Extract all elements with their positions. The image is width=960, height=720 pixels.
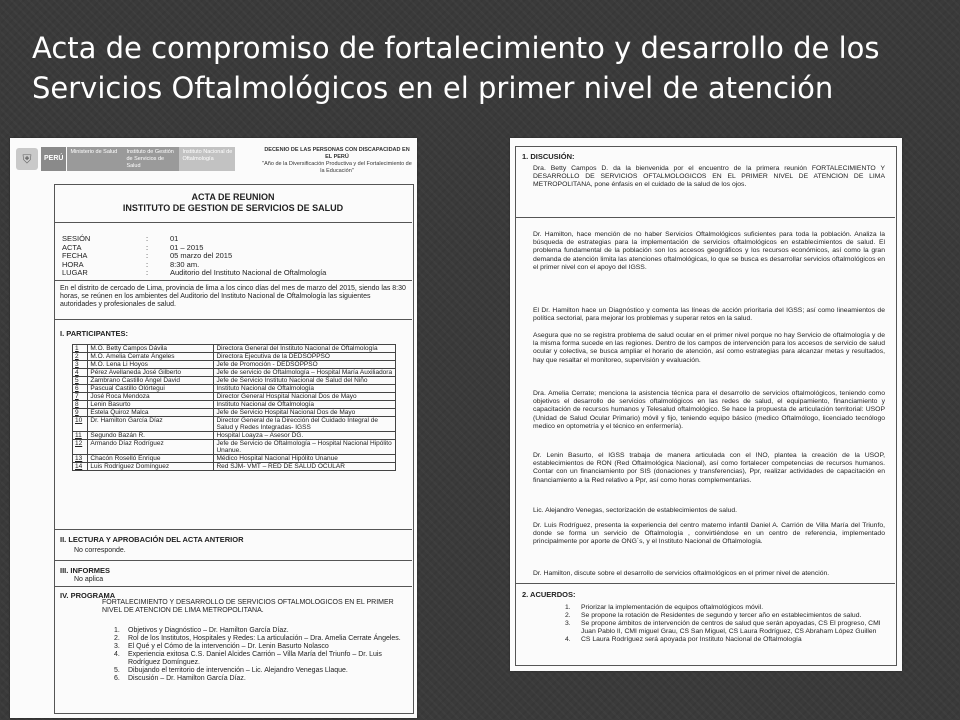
meta-value: 8:30 am. xyxy=(170,259,200,269)
participant-role: Médico Hospital Nacional Hipólito Unanue xyxy=(214,455,396,463)
participant-role: Director General Hospital Nacional Dos de Mayo xyxy=(214,393,396,401)
participant-name: Segundo Bazán R. xyxy=(88,432,214,440)
participant-number: 4 xyxy=(73,369,88,377)
participant-name: Pérez Avellaneda José Gilberto xyxy=(88,369,214,377)
meta-key: HORA xyxy=(62,259,84,269)
list-item xyxy=(565,620,887,636)
table-row xyxy=(73,353,396,361)
institute2-label: Instituto Nacional de Oftalmología xyxy=(179,147,235,171)
list-item xyxy=(114,675,404,683)
item-text: Priorizar la implementación de equipos oftalmológicos móvil. xyxy=(581,604,764,611)
discussion-paragraph: Asegura que no se registra problema de salud ocular en el primer nivel porque no hay Servicio de oftalmología y de la misma forma sucede en las regiones. Dentro de los campos de intervención para los accesos de servicio de salud ocular y colectiva, se busca ampliar el horario de atención, así como estrategias para alcanzar metas y resultados, hay que resaltar el monitoreo, supervisión y evaluación. xyxy=(533,332,885,364)
participant-role: Directora General del Instituto Nacional de Oftalmología xyxy=(214,345,396,353)
table-row xyxy=(73,432,396,440)
list-item xyxy=(114,667,404,675)
participant-number: 2 xyxy=(73,353,88,361)
participant-number: 6 xyxy=(73,385,88,393)
item-number: 4. xyxy=(114,651,120,658)
table-row xyxy=(73,463,396,471)
institute-label: Instituto de Gestión de Servicios de Salud xyxy=(123,147,179,171)
section-programa: IV. PROGRAMA xyxy=(60,591,116,600)
item-number: 5. xyxy=(114,667,120,674)
participant-role: Hospital Loayza – Asesor DG. xyxy=(214,432,396,440)
table-row xyxy=(73,361,396,369)
list-item xyxy=(565,604,887,612)
participant-number: 1 xyxy=(73,345,88,353)
meta-key: LUGAR xyxy=(62,268,88,278)
meta-value: 01 xyxy=(170,234,179,243)
divider xyxy=(54,586,412,587)
divider xyxy=(54,529,412,530)
meta-value: 05 marzo del 2015 xyxy=(170,251,233,261)
item-number: 1. xyxy=(114,627,120,634)
slide-title: Acta de compromiso de fortalecimiento y desarrollo de los Servicios Oftalmológicos en el primer nivel de atención xyxy=(32,31,880,105)
divider xyxy=(54,560,412,561)
program-description: FORTALECIMIENTO Y DESARROLLO DE SERVICIOS OFTALMOLOGICOS EN EL PRIMER NIVEL DE ATENCION DE LIMA METROPOLITANA. xyxy=(102,599,394,615)
meta-value: 01 – 2015 xyxy=(170,242,204,252)
divider xyxy=(515,583,895,584)
participant-role: Jefe de Servicio de Oftalmología – Hospital Nacional Hipólito Unanue. xyxy=(214,440,396,455)
participant-role: Directora Ejecutiva de la DEDSOPPSO xyxy=(214,353,396,361)
participant-number: 5 xyxy=(73,377,88,385)
participant-name: Lenin Basurto xyxy=(88,401,214,409)
item-number: 2. xyxy=(565,612,571,619)
country-label: PERÚ xyxy=(41,147,66,171)
table-row xyxy=(73,385,396,393)
discussion-paragraph: Dra. Betty Campos D. da la bienvenida por el encuentro de la primera reunión FORTALECIMIENTO Y DESARROLLO DE SERVICIOS OFTALMOLOGICOS EN EL PRIMER NIVEL DE ATENCION DE LIMA METROPOLITANA, pone énfasis en el cuidado de la salud de los ojos. xyxy=(533,165,885,189)
discussion-paragraph: Dr. Hamilton, hace mención de no haber Servicios Oftalmológicos suficientes para toda la población. Analiza la búsqueda de estrategias para la implementación de servicios oftalmológicos en establecimientos de salud. El problema fundamental de la población son los accesos geográficos y los recursos económicos, así como la gran demanda de atención limita las atenciones oftalmológicas, lo que se busca es desarrollar servicios oftalmológicos en el primer nivel con el apoyo del IGSS. xyxy=(533,231,885,271)
table-row xyxy=(73,369,396,377)
acta-page-left xyxy=(10,138,417,718)
item-number: 2. xyxy=(114,635,120,642)
meta-value: Auditorio del Instituto Nacional de Oftalmología xyxy=(170,268,327,278)
table-row xyxy=(73,440,396,455)
participant-number: 13 xyxy=(73,455,88,463)
item-number: 6. xyxy=(114,675,120,682)
meta-colon: : xyxy=(146,234,149,243)
list-item xyxy=(114,635,404,643)
participants-table xyxy=(72,344,396,471)
table-row xyxy=(73,401,396,409)
participant-number: 10 xyxy=(73,417,88,432)
list-item xyxy=(114,627,404,635)
item-number: 3. xyxy=(114,643,120,650)
informes-note: No aplica xyxy=(74,576,104,583)
participant-number: 8 xyxy=(73,401,88,409)
item-text: Experiencia exitosa C.S. Daniel Alcides Carrión – Villa María del Triunfo – Dr. Luis Rodríguez Domínguez. xyxy=(128,651,382,666)
divider xyxy=(54,222,412,223)
acta-title-line-1: ACTA DE REUNION xyxy=(191,192,275,202)
participant-role: Director General de la Dirección del Cuidado Integral de Salud y Redes Integradas- IGSS xyxy=(214,417,396,432)
acta-title xyxy=(54,192,412,214)
table-row xyxy=(73,345,396,353)
participant-name: Pascual Castillo Olórtegui xyxy=(88,385,214,393)
section-acuerdos: 2. ACUERDOS: xyxy=(522,590,576,599)
section-discusion: 1. DISCUSIÓN: xyxy=(522,152,575,161)
motto-line-1: DECENIO DE LAS PERSONAS CON DISCAPACIDAD EN EL PERÚ xyxy=(264,147,410,160)
program-list xyxy=(114,627,404,683)
discussion-paragraph: Dr. Luis Rodríguez, presenta la experiencia del centro materno infantil Daniel A. Carrión de Villa María del Triunfo, donde se forma un servicio de Oftalmología , convirtiéndose en un centro de referencia, implementado principalmente por aporte de ONG´s, y el Instituto Nacional de Oftalmología. xyxy=(533,522,885,546)
section-informes: III. INFORMES xyxy=(60,566,111,575)
participant-role: Jefe de Servicio Hospital Nacional Dos de Mayo xyxy=(214,409,396,417)
item-number: 3. xyxy=(565,620,571,627)
divider xyxy=(54,280,412,281)
participant-name: Dr. Hamilton García Díaz xyxy=(88,417,214,432)
participant-name: Chacón Roselló Enrique xyxy=(88,455,214,463)
meta-key: FECHA xyxy=(62,251,88,261)
motto-line-2: "Año de la Diversificación Productiva y del Fortalecimiento de la Educación" xyxy=(262,161,412,174)
item-text: Dibujando el territorio de intervención – Lic. Alejandro Venegas Llaque. xyxy=(128,667,348,674)
motto xyxy=(262,147,412,175)
meta-colon: : xyxy=(146,242,149,252)
participant-name: José Roca Mendoza xyxy=(88,393,214,401)
meta-row xyxy=(62,269,326,278)
participant-number: 7 xyxy=(73,393,88,401)
intro-paragraph: En el distrito de cercado de Lima, provincia de lima a los cinco días del mes de marzo del 2015, siendo las 8:30 horas, se reúnen en los ambientes del Auditorio del Instituto Nacional de Oftalmología las siguientes autoridades y profesionales de salud. xyxy=(60,285,406,309)
table-row xyxy=(73,455,396,463)
discussion-paragraph: Dr. Lenin Basurto, el IGSS trabaja de manera articulada con el INO, plantea la creación de la USOP, establecimientos de RON (Red Oftalmológica Nacional), así como fortalecer competencias de recursos humanos. Contar con un financiamiento por SIS (donaciones y transferencias), Ppr, realizar actividades de capacitación en financiamiento a la Red relativo a Ppr, así como horas complementarias. xyxy=(533,452,885,484)
participant-role: Jefe de servicio de Oftalmología – Hospital María Auxiliadora xyxy=(214,369,396,377)
meeting-meta xyxy=(62,235,326,278)
participant-role: Jefe de Promoción - DEDSOPPSO xyxy=(214,361,396,369)
list-item xyxy=(565,636,887,644)
item-text: El Qué y el Cómo de la intervención – Dr. Lenin Basurto Nolasco xyxy=(128,643,329,650)
divider xyxy=(515,217,895,218)
meta-colon: : xyxy=(146,268,149,278)
item-text: Objetivos y Diagnóstico – Dr. Hamilton García Díaz. xyxy=(128,627,289,634)
acta-page-right xyxy=(510,138,902,671)
list-item xyxy=(114,651,404,667)
meta-colon: : xyxy=(146,251,149,261)
section-lectura: II. LECTURA Y APROBACIÓN DEL ACTA ANTERIOR xyxy=(60,535,244,544)
ministry-label: Ministerio de Salud xyxy=(67,147,123,171)
participant-name: Zambrano Castillo Ángel David xyxy=(88,377,214,385)
divider xyxy=(54,319,412,320)
participant-number: 11 xyxy=(73,432,88,440)
participant-role: Red SJM- VMT – RED DE SALUD OCULAR xyxy=(214,463,396,471)
participant-role: Instituto Nacional de Oftalmología xyxy=(214,385,396,393)
discussion-paragraph: Lic. Alejandro Venegas, sectorización de establecimientos de salud. xyxy=(533,507,738,514)
item-number: 1. xyxy=(565,604,571,611)
participant-name: M.O. Betty Campos Dávila xyxy=(88,345,214,353)
item-text: Se propone ámbitos de intervención de centros de salud que serán apoyadas, CS El progreso, CMI Juan Pablo II, CMI miguel Grau, CS San Miguel, CS Laura Rodríguez, CS Abraham López Guillen xyxy=(581,620,881,635)
list-item xyxy=(114,643,404,651)
participant-name: M.O. Lena Li Hoyos xyxy=(88,361,214,369)
participant-number: 14 xyxy=(73,463,88,471)
participant-role: Instituto Nacional de Oftalmología xyxy=(214,401,396,409)
item-number: 4. xyxy=(565,636,571,643)
discussion-paragraph: Dra. Amelia Cerrate; menciona la asistencia técnica para el desarrollo de servicios oftalmológicos, teniendo como objetivos el desarrollo de servicios oftalmológicos en las redes de salud, el equipamiento, financiamiento y capacitación de recursos humanos y Telesalud oftalmológico. Se hace la propuesta de articulación territorial: USOP (Unidad de Salud Ocular Primario) móvil y fijo, teniendo equipo básico (medico Oftalmólogo, licenciado tecnólogo medico en optometría y el técnico en enfermería). xyxy=(533,390,885,430)
item-text: Rol de los Institutos, Hospitales y Redes: La articulación – Dra. Amelia Cerrate Ángeles. xyxy=(128,635,401,642)
table-row xyxy=(73,393,396,401)
participant-role: Jefe de Servicio Instituto Nacional de Salud del Niño xyxy=(214,377,396,385)
meta-key: SESIÓN xyxy=(62,234,91,243)
list-item xyxy=(565,612,887,620)
meta-colon: : xyxy=(146,259,149,269)
participant-name: Armando Díaz Rodríguez xyxy=(88,440,214,455)
table-row xyxy=(73,409,396,417)
discussion-paragraph: El Dr. Hamilton hace un Diagnóstico y comenta las líneas de acción prioritaria del IGSS; así como lineamientos de política sectorial, para mejorar los problemas y superar retos en la salud. xyxy=(533,307,885,323)
discussion-paragraph: Dr. Hamilton, discute sobre el desarrollo de servicios oftalmológicos en el primer nivel de atención. xyxy=(533,570,830,577)
peru-shield-icon: ⛨ xyxy=(16,148,38,170)
participant-name: M.O. Amelia Cerrate Ángeles xyxy=(88,353,214,361)
section-participants: I. PARTICIPANTES: xyxy=(60,329,129,338)
meta-key: ACTA xyxy=(62,242,82,252)
institution-header xyxy=(16,146,256,172)
participant-number: 3 xyxy=(73,361,88,369)
agreements-list xyxy=(565,604,887,644)
table-row xyxy=(73,377,396,385)
participant-name: Estela Quiroz Malca xyxy=(88,409,214,417)
item-text: Se propone la rotación de Residentes de segundo y tercer año en establecimientos de salud. xyxy=(581,612,862,619)
table-row xyxy=(73,417,396,432)
participant-number: 12 xyxy=(73,440,88,455)
item-text: CS Laura Rodríguez será apoyada por Instituto Nacional de Oftalmología xyxy=(581,636,802,643)
acta-title-line-2: INSTITUTO DE GESTION DE SERVICIOS DE SALUD xyxy=(122,203,344,213)
lectura-note: No corresponde. xyxy=(74,547,126,554)
item-text: Discusión – Dr. Hamilton García Díaz. xyxy=(128,675,246,682)
participant-number: 9 xyxy=(73,409,88,417)
participant-name: Luis Rodríguez Domínguez xyxy=(88,463,214,471)
